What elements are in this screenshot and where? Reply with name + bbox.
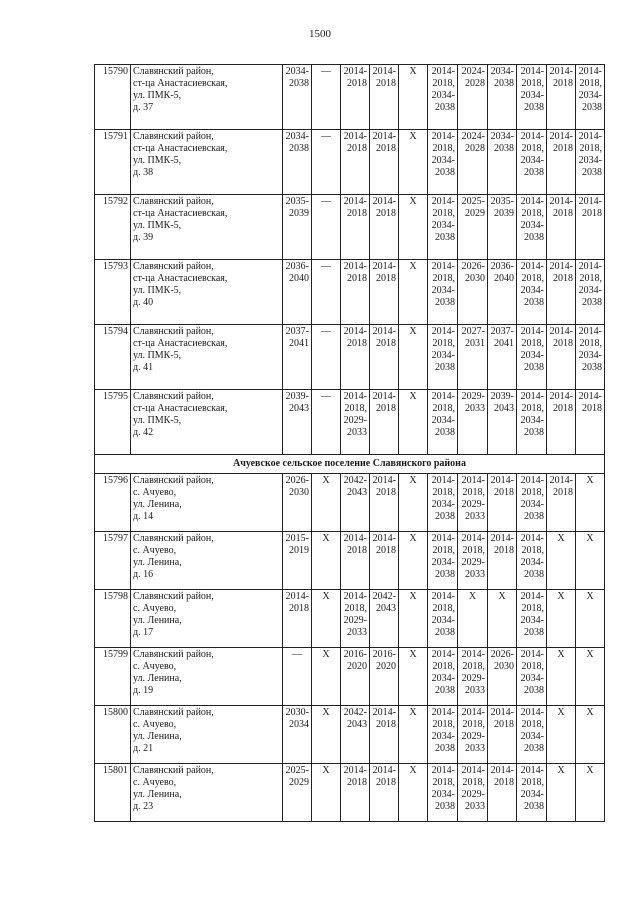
cell-c3: 2014- 2018 xyxy=(341,325,370,390)
cell-c5: X xyxy=(399,325,428,390)
row-number: 15793 xyxy=(95,260,131,325)
row-address: Славянский район, ст-ца Анастасиевская, ул. ПМК-5, д. 41 xyxy=(131,325,283,390)
row-number: 15791 xyxy=(95,130,131,195)
cell-c7: X xyxy=(458,590,488,648)
cell-c3: 2016- 2020 xyxy=(341,648,370,706)
table-row xyxy=(95,590,605,648)
cell-c6: 2014- 2018, 2034- 2038 xyxy=(428,260,458,325)
cell-c5: X xyxy=(399,532,428,590)
cell-c7: 2024- 2028 xyxy=(458,65,488,130)
row-number: 15792 xyxy=(95,195,131,260)
cell-c4: 2014- 2018 xyxy=(370,764,399,822)
cell-c5: X xyxy=(399,474,428,532)
table-row xyxy=(95,325,605,390)
cell-c8: 2034- 2038 xyxy=(488,65,517,130)
cell-c4: 2014- 2018 xyxy=(370,195,399,260)
table-row xyxy=(95,390,605,455)
cell-c4: 2014- 2018 xyxy=(370,325,399,390)
row-number: 15801 xyxy=(95,764,131,822)
cell-c3: 2042- 2043 xyxy=(341,706,370,764)
cell-c11: 2014- 2018, 2034- 2038 xyxy=(576,325,605,390)
cell-c3: 2014- 2018 xyxy=(341,195,370,260)
row-number: 15799 xyxy=(95,648,131,706)
cell-c4: 2042- 2043 xyxy=(370,590,399,648)
cell-c7: 2014- 2018, 2029- 2033 xyxy=(458,706,488,764)
cell-c5: X xyxy=(399,590,428,648)
cell-c10: 2014- 2018 xyxy=(547,65,576,130)
cell-c8: 2014- 2018 xyxy=(488,474,517,532)
cell-c9: 2014- 2018, 2034- 2038 xyxy=(517,390,547,455)
cell-c1: 2026- 2030 xyxy=(283,474,312,532)
cell-c5: X xyxy=(399,260,428,325)
table-section xyxy=(95,455,605,474)
table-row xyxy=(95,648,605,706)
cell-c5: X xyxy=(399,706,428,764)
cell-c8: 2036- 2040 xyxy=(488,260,517,325)
table-row xyxy=(95,532,605,590)
cell-c6: 2014- 2018, 2034- 2038 xyxy=(428,648,458,706)
cell-c7: 2014- 2018, 2029- 2033 xyxy=(458,532,488,590)
cell-c8: 2037- 2041 xyxy=(488,325,517,390)
cell-c6: 2014- 2018, 2034- 2038 xyxy=(428,532,458,590)
cell-c2: — xyxy=(312,325,341,390)
cell-c9: 2014- 2018, 2034- 2038 xyxy=(517,648,547,706)
cell-c10: 2014- 2018 xyxy=(547,260,576,325)
cell-c3: 2014- 2018 xyxy=(341,764,370,822)
cell-c2: X xyxy=(312,648,341,706)
cell-c7: 2014- 2018, 2029- 2033 xyxy=(458,648,488,706)
row-number: 15798 xyxy=(95,590,131,648)
cell-c10: X xyxy=(547,532,576,590)
section-row xyxy=(95,455,605,474)
cell-c6: 2014- 2018, 2034- 2038 xyxy=(428,130,458,195)
cell-c8: 2014- 2018 xyxy=(488,764,517,822)
cell-c1: 2034- 2038 xyxy=(283,130,312,195)
cell-c1: 2014- 2018 xyxy=(283,590,312,648)
cell-c6: 2014- 2018, 2034- 2038 xyxy=(428,706,458,764)
cell-c9: 2014- 2018, 2034- 2038 xyxy=(517,195,547,260)
cell-c4: 2014- 2018 xyxy=(370,65,399,130)
table-row xyxy=(95,764,605,822)
cell-c9: 2014- 2018, 2034- 2038 xyxy=(517,590,547,648)
cell-c7: 2026- 2030 xyxy=(458,260,488,325)
cell-c10: 2014- 2018 xyxy=(547,390,576,455)
cell-c2: X xyxy=(312,532,341,590)
cell-c10: 2014- 2018 xyxy=(547,130,576,195)
row-address: Славянский район, с. Ачуево, ул. Ленина, д. 16 xyxy=(131,532,283,590)
cell-c9: 2014- 2018, 2034- 2038 xyxy=(517,764,547,822)
cell-c7: 2027- 2031 xyxy=(458,325,488,390)
cell-c5: X xyxy=(399,195,428,260)
cell-c4: 2014- 2018 xyxy=(370,130,399,195)
cell-c1: 2037- 2041 xyxy=(283,325,312,390)
cell-c11: X xyxy=(576,532,605,590)
cell-c8: 2035- 2039 xyxy=(488,195,517,260)
cell-c10: 2014- 2018 xyxy=(547,195,576,260)
cell-c11: X xyxy=(576,648,605,706)
cell-c9: 2014- 2018, 2034- 2038 xyxy=(517,130,547,195)
cell-c11: 2014- 2018, 2034- 2038 xyxy=(576,260,605,325)
cell-c2: X xyxy=(312,474,341,532)
row-number: 15797 xyxy=(95,532,131,590)
cell-c9: 2014- 2018, 2034- 2038 xyxy=(517,260,547,325)
cell-c3: 2042- 2043 xyxy=(341,474,370,532)
cell-c10: X xyxy=(547,764,576,822)
cell-c4: 2014- 2018 xyxy=(370,260,399,325)
row-number: 15794 xyxy=(95,325,131,390)
cell-c4: 2016- 2020 xyxy=(370,648,399,706)
section-title: Ачуевское сельское поселение Славянского района xyxy=(95,455,605,474)
cell-c4: 2014- 2018 xyxy=(370,532,399,590)
cell-c5: X xyxy=(399,130,428,195)
table-body-top xyxy=(95,65,605,455)
cell-c2: — xyxy=(312,130,341,195)
cell-c7: 2014- 2018, 2029- 2033 xyxy=(458,474,488,532)
cell-c11: 2014- 2018 xyxy=(576,195,605,260)
cell-c4: 2014- 2018 xyxy=(370,474,399,532)
cell-c1: 2015- 2019 xyxy=(283,532,312,590)
cell-c1: 2035- 2039 xyxy=(283,195,312,260)
cell-c8: 2014- 2018 xyxy=(488,532,517,590)
cell-c6: 2014- 2018, 2034- 2038 xyxy=(428,65,458,130)
cell-c6: 2014- 2018, 2034- 2038 xyxy=(428,590,458,648)
cell-c8: 2034- 2038 xyxy=(488,130,517,195)
cell-c10: 2014- 2018 xyxy=(547,474,576,532)
cell-c11: X xyxy=(576,474,605,532)
cell-c7: 2014- 2018, 2029- 2033 xyxy=(458,764,488,822)
cell-c1: 2034- 2038 xyxy=(283,65,312,130)
table-row xyxy=(95,706,605,764)
table-row xyxy=(95,130,605,195)
row-address: Славянский район, с. Ачуево, ул. Ленина, д. 19 xyxy=(131,648,283,706)
row-address: Славянский район, ст-ца Анастасиевская, ул. ПМК-5, д. 42 xyxy=(131,390,283,455)
cell-c2: — xyxy=(312,195,341,260)
cell-c11: X xyxy=(576,706,605,764)
cell-c10: X xyxy=(547,590,576,648)
cell-c8: X xyxy=(488,590,517,648)
cell-c6: 2014- 2018, 2034- 2038 xyxy=(428,474,458,532)
cell-c7: 2029- 2033 xyxy=(458,390,488,455)
cell-c11: X xyxy=(576,590,605,648)
cell-c9: 2014- 2018, 2034- 2038 xyxy=(517,474,547,532)
row-address: Славянский район, с. Ачуево, ул. Ленина, д. 14 xyxy=(131,474,283,532)
cell-c2: — xyxy=(312,65,341,130)
cell-c9: 2014- 2018, 2034- 2038 xyxy=(517,65,547,130)
cell-c2: X xyxy=(312,706,341,764)
cell-c10: 2014- 2018 xyxy=(547,325,576,390)
table-row xyxy=(95,195,605,260)
cell-c5: X xyxy=(399,390,428,455)
cell-c9: 2014- 2018, 2034- 2038 xyxy=(517,706,547,764)
cell-c1: 2039- 2043 xyxy=(283,390,312,455)
cell-c7: 2025- 2029 xyxy=(458,195,488,260)
register-table xyxy=(94,64,605,822)
cell-c5: X xyxy=(399,65,428,130)
cell-c3: 2014- 2018 xyxy=(341,65,370,130)
cell-c10: X xyxy=(547,648,576,706)
cell-c2: X xyxy=(312,590,341,648)
cell-c6: 2014- 2018, 2034- 2038 xyxy=(428,764,458,822)
row-address: Славянский район, с. Ачуево, ул. Ленина, д. 23 xyxy=(131,764,283,822)
row-number: 15800 xyxy=(95,706,131,764)
row-address: Славянский район, с. Ачуево, ул. Ленина, д. 17 xyxy=(131,590,283,648)
row-address: Славянский район, ст-ца Анастасиевская, ул. ПМК-5, д. 39 xyxy=(131,195,283,260)
cell-c6: 2014- 2018, 2034- 2038 xyxy=(428,195,458,260)
cell-c8: 2026- 2030 xyxy=(488,648,517,706)
cell-c3: 2014- 2018 xyxy=(341,260,370,325)
cell-c11: 2014- 2018 xyxy=(576,390,605,455)
cell-c11: X xyxy=(576,764,605,822)
table-row xyxy=(95,260,605,325)
row-number: 15795 xyxy=(95,390,131,455)
cell-c1: 2036- 2040 xyxy=(283,260,312,325)
cell-c5: X xyxy=(399,764,428,822)
cell-c4: 2014- 2018 xyxy=(370,390,399,455)
row-address: Славянский район, с. Ачуево, ул. Ленина, д. 21 xyxy=(131,706,283,764)
cell-c2: — xyxy=(312,390,341,455)
cell-c2: — xyxy=(312,260,341,325)
cell-c1: 2025- 2029 xyxy=(283,764,312,822)
table-row xyxy=(95,474,605,532)
cell-c11: 2014- 2018, 2034- 2038 xyxy=(576,65,605,130)
cell-c7: 2024- 2028 xyxy=(458,130,488,195)
cell-c9: 2014- 2018, 2034- 2038 xyxy=(517,325,547,390)
cell-c3: 2014- 2018 xyxy=(341,130,370,195)
cell-c4: 2014- 2018 xyxy=(370,706,399,764)
cell-c6: 2014- 2018, 2034- 2038 xyxy=(428,325,458,390)
page-number: 1500 xyxy=(309,28,331,40)
table-body-bottom xyxy=(95,474,605,822)
cell-c3: 2014- 2018, 2029- 2033 xyxy=(341,390,370,455)
cell-c11: 2014- 2018, 2034- 2038 xyxy=(576,130,605,195)
cell-c2: X xyxy=(312,764,341,822)
row-address: Славянский район, ст-ца Анастасиевская, ул. ПМК-5, д. 40 xyxy=(131,260,283,325)
row-number: 15796 xyxy=(95,474,131,532)
row-address: Славянский район, ст-ца Анастасиевская, ул. ПМК-5, д. 37 xyxy=(131,65,283,130)
cell-c3: 2014- 2018, 2029- 2033 xyxy=(341,590,370,648)
cell-c1: 2030- 2034 xyxy=(283,706,312,764)
row-number: 15790 xyxy=(95,65,131,130)
cell-c1: — xyxy=(283,648,312,706)
cell-c9: 2014- 2018, 2034- 2038 xyxy=(517,532,547,590)
cell-c3: 2014- 2018 xyxy=(341,532,370,590)
table-row xyxy=(95,65,605,130)
cell-c8: 2039- 2043 xyxy=(488,390,517,455)
cell-c8: 2014- 2018 xyxy=(488,706,517,764)
cell-c10: X xyxy=(547,706,576,764)
cell-c5: X xyxy=(399,648,428,706)
cell-c6: 2014- 2018, 2034- 2038 xyxy=(428,390,458,455)
row-address: Славянский район, ст-ца Анастасиевская, ул. ПМК-5, д. 38 xyxy=(131,130,283,195)
